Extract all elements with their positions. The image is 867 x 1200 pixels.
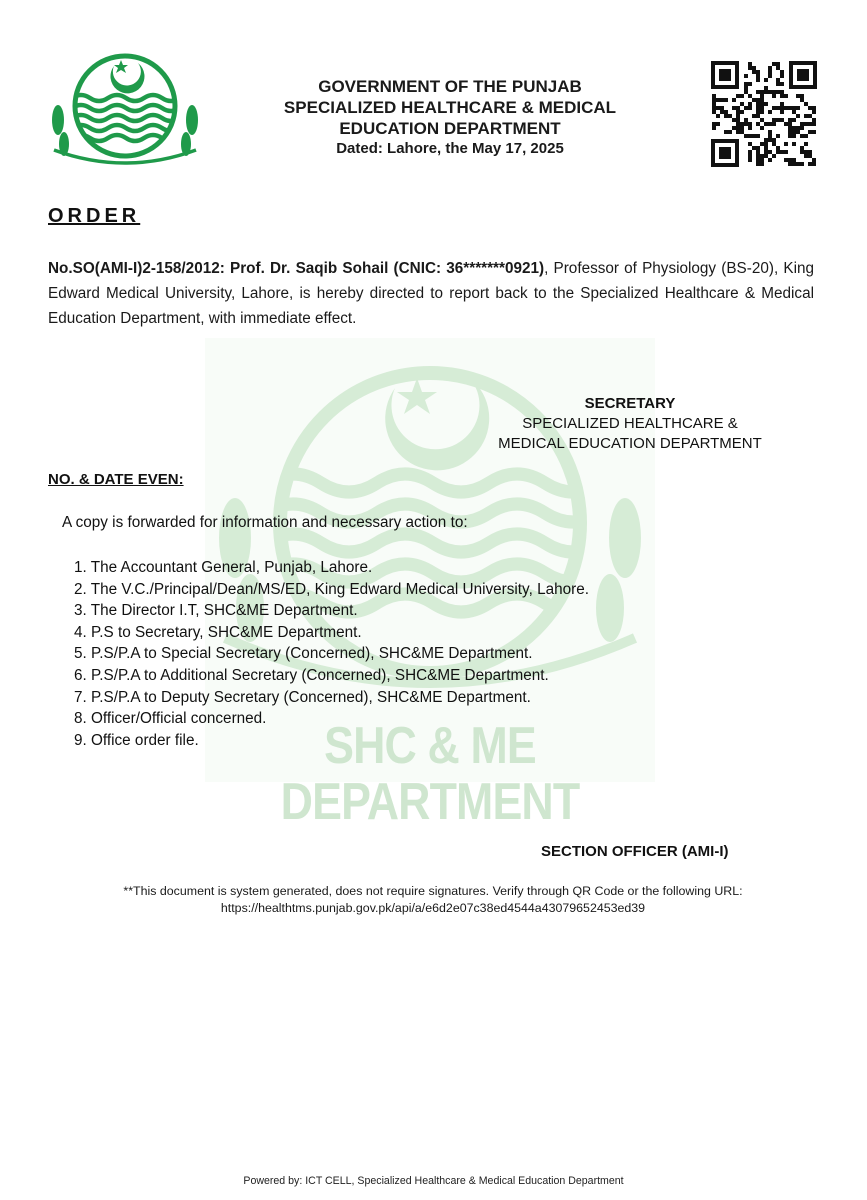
- verification-note-text: **This document is system generated, does not require signatures. Verify through QR Code or the following URL:: [123, 884, 743, 898]
- secretary-line-1: SPECIALIZED HEALTHCARE &: [522, 415, 738, 432]
- list-item: 5. P.S/P.A to Special Secretary (Concerned), SHC&ME Department.: [74, 645, 533, 663]
- order-body: [48, 256, 814, 331]
- section-officer-signatory: SECTION OFFICER (AMI-I): [541, 843, 729, 860]
- distribution-list: [74, 557, 589, 751]
- distribution-intro: A copy is forwarded for information and necessary action to:: [62, 514, 468, 531]
- order-reference: No.SO(AMI-I)2-158/2012: Prof. Dr. Saqib Sohail (CNIC: 36*******0921): [48, 260, 545, 277]
- list-item: 2. The V.C./Principal/Dean/MS/ED, King Edward Medical University, Lahore.: [74, 580, 589, 598]
- secretary-title: SECRETARY: [584, 395, 676, 412]
- order-text: , Professor of Physiology (BS-20), King Edward Medical University, Lahore, is hereby directed to report back to the Specialized Healthcare & Medical Education Department, with immediate effect.: [48, 260, 814, 327]
- secretary-block: [460, 394, 800, 454]
- secretary-line-2: MEDICAL EDUCATION DEPARTMENT: [498, 435, 762, 452]
- verification-url[interactable]: https://healthtms.punjab.gov.pk/api/a/e6d2e07c38ed4544a43079652453ed39: [220, 901, 646, 915]
- punjab-emblem-icon: [44, 48, 206, 168]
- letterhead: [250, 76, 650, 159]
- distribution-heading: NO. & DATE EVEN:: [48, 471, 184, 488]
- order-title: ORDER: [48, 205, 141, 227]
- list-item: 8. Officer/Official concerned.: [74, 710, 267, 728]
- watermark-text: SHC & ME DEPARTMENT: [280, 717, 580, 831]
- header-line-government: GOVERNMENT OF THE PUNJAB: [318, 77, 582, 96]
- header-dated: Dated: Lahore, the May 17, 2025: [336, 140, 564, 157]
- list-item: 9. Office order file.: [74, 731, 199, 749]
- list-item: 7. P.S/P.A to Deputy Secretary (Concerned), SHC&ME Department.: [74, 688, 531, 706]
- list-item: 1. The Accountant General, Punjab, Lahore.: [74, 559, 373, 576]
- list-item: 3. The Director I.T, SHC&ME Department.: [74, 602, 358, 620]
- list-item: 6. P.S/P.A to Additional Secretary (Concerned), SHC&ME Department.: [74, 666, 549, 684]
- header-line-department-1: SPECIALIZED HEALTHCARE & MEDICAL: [283, 98, 617, 117]
- header-line-department-2: EDUCATION DEPARTMENT: [339, 119, 561, 138]
- list-item: 4. P.S to Secretary, SHC&ME Department.: [74, 623, 362, 641]
- footer-powered-by: Powered by: ICT CELL, Specialized Healthcare & Medical Education Department: [243, 1175, 624, 1187]
- verification-note: [58, 883, 808, 917]
- qr-code-icon[interactable]: [711, 61, 817, 167]
